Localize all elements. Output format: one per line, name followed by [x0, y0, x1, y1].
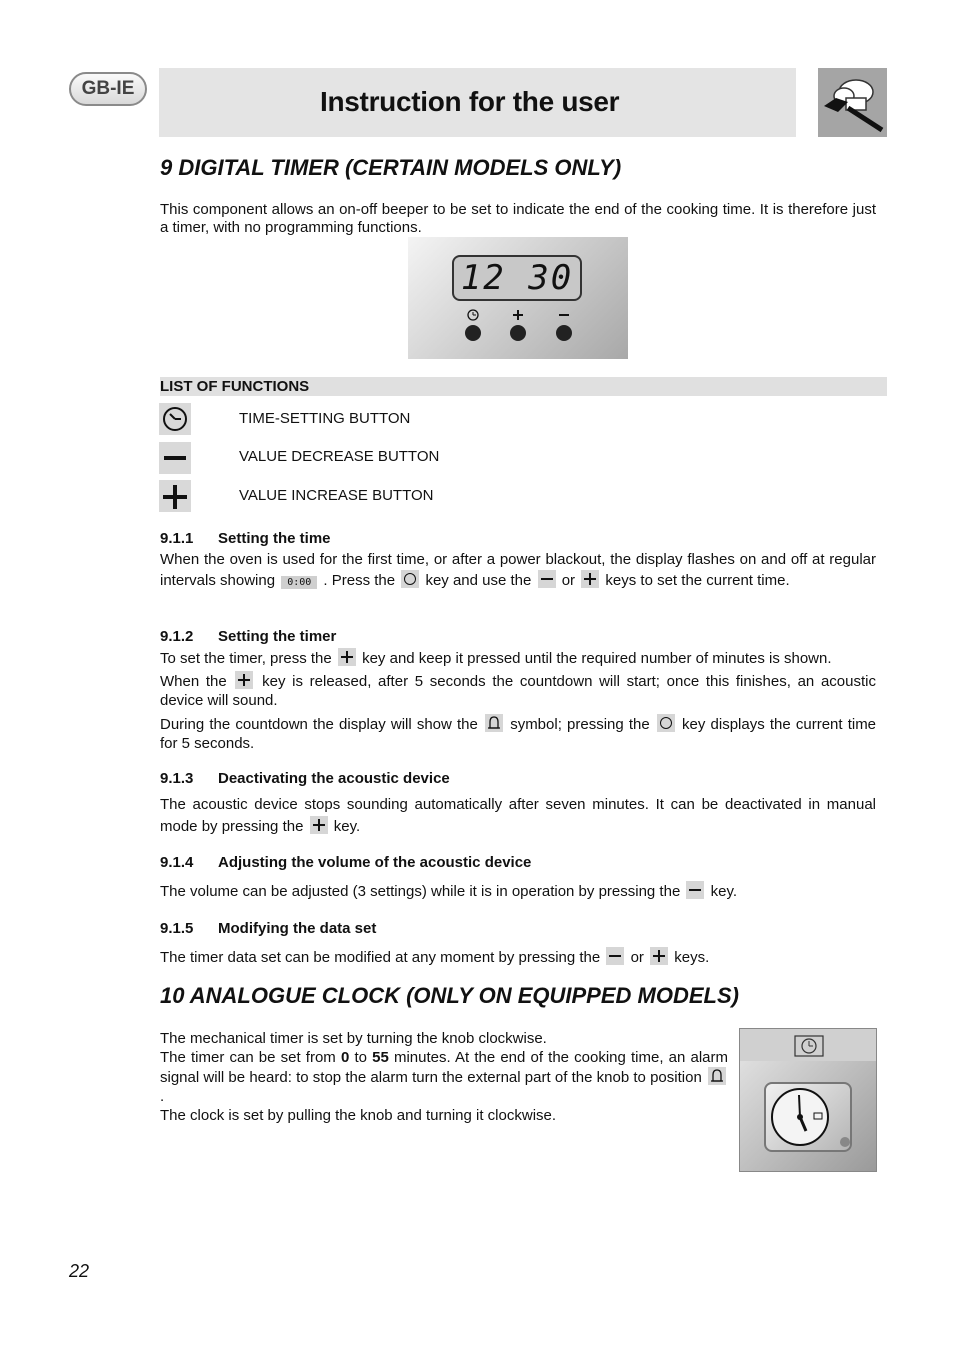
- minus-icon: [538, 570, 556, 588]
- clock-icon: [657, 714, 675, 732]
- section-10-heading: 10 ANALOGUE CLOCK (ONLY ON EQUIPPED MODELS): [160, 983, 739, 1008]
- display-0000-icon: 0:00: [281, 576, 317, 589]
- plus-icon: [338, 648, 356, 666]
- clock-icon: [159, 403, 191, 435]
- language-badge: GB-IE: [69, 72, 147, 106]
- subsection-914-text: The volume can be adjusted (3 settings) while it is in operation by pressing the key.: [160, 883, 738, 900]
- timer-buttons-icon: [458, 309, 578, 345]
- minus-icon: [159, 442, 191, 474]
- subsection-912-heading: 9.1.2 Setting the timer: [160, 628, 337, 645]
- minus-icon: [606, 947, 624, 965]
- section-10-text: The mechanical timer is set by turning the knob clockwise. The timer can be set from 0 to 55 minutes. At the end of the cooking time, an alarm signal will be heard: to stop the alarm turn the external part of the knob to position . The clock is set by pulling the knob and turning it clockwise.: [160, 1030, 729, 1124]
- subsection-912-text: To set the timer, press the key and keep it pressed until the required number of minutes is shown. When the key is released, after 5 seconds the countdown will start; once this finishes, an acoustic device will sound. During the countdown the display will show the symbol; pressing the key displays the current time for 5 seconds.: [160, 650, 877, 752]
- clock-icon: [401, 570, 419, 588]
- minus-icon: [686, 881, 704, 899]
- timer-display-time: 12 30: [460, 258, 574, 298]
- subsection-915-text: The timer data set can be modified at any moment by pressing the or keys.: [160, 949, 710, 966]
- function-label-decrease: VALUE DECREASE BUTTON: [239, 448, 440, 465]
- chef-hat-icon: [818, 68, 887, 137]
- page-title: Instruction for the user: [320, 86, 620, 117]
- clock-icon: [794, 1035, 824, 1057]
- subsection-915-heading: 9.1.5 Modifying the data set: [160, 920, 377, 937]
- bell-icon: [485, 714, 503, 732]
- subsection-911-text: When the oven is used for the first time, or after a power blackout, the display flashes on and off at regular intervals showing 0:00 . Press the key and use the or keys to set the current time.: [160, 551, 876, 589]
- subsection-911-heading: 9.1.1 Setting the time: [160, 530, 331, 547]
- analogue-clock-image: [739, 1028, 877, 1172]
- subsection-914-heading: 9.1.4 Adjusting the volume of the acoustic device: [160, 854, 532, 871]
- page-number: 22: [69, 1261, 90, 1281]
- subsection-913-text: The acoustic device stops sounding automatically after seven minutes. It can be deactivated in manual mode by pressing the key.: [160, 796, 876, 835]
- plus-icon: [235, 671, 253, 689]
- timer-panel-image: [408, 237, 628, 359]
- function-label-time: TIME-SETTING BUTTON: [239, 410, 411, 427]
- plus-icon: [159, 480, 191, 512]
- section-9-heading: 9 DIGITAL TIMER (CERTAIN MODELS ONLY): [160, 155, 622, 180]
- functions-title: LIST OF FUNCTIONS: [160, 378, 310, 395]
- subsection-913-heading: 9.1.3 Deactivating the acoustic device: [160, 770, 450, 787]
- plus-icon: [310, 816, 328, 834]
- plus-icon: [650, 947, 668, 965]
- section-9-intro: This component allows an on-off beeper to be set to indicate the end of the cooking time. It is therefore just a timer, with no programming functions.: [160, 201, 876, 236]
- plus-icon: [581, 570, 599, 588]
- analogue-clock-face-icon: [768, 1085, 832, 1149]
- chef-logo: [818, 68, 887, 137]
- function-label-increase: VALUE INCREASE BUTTON: [239, 487, 434, 504]
- bell-icon: [708, 1067, 726, 1085]
- timer-display: [452, 255, 582, 301]
